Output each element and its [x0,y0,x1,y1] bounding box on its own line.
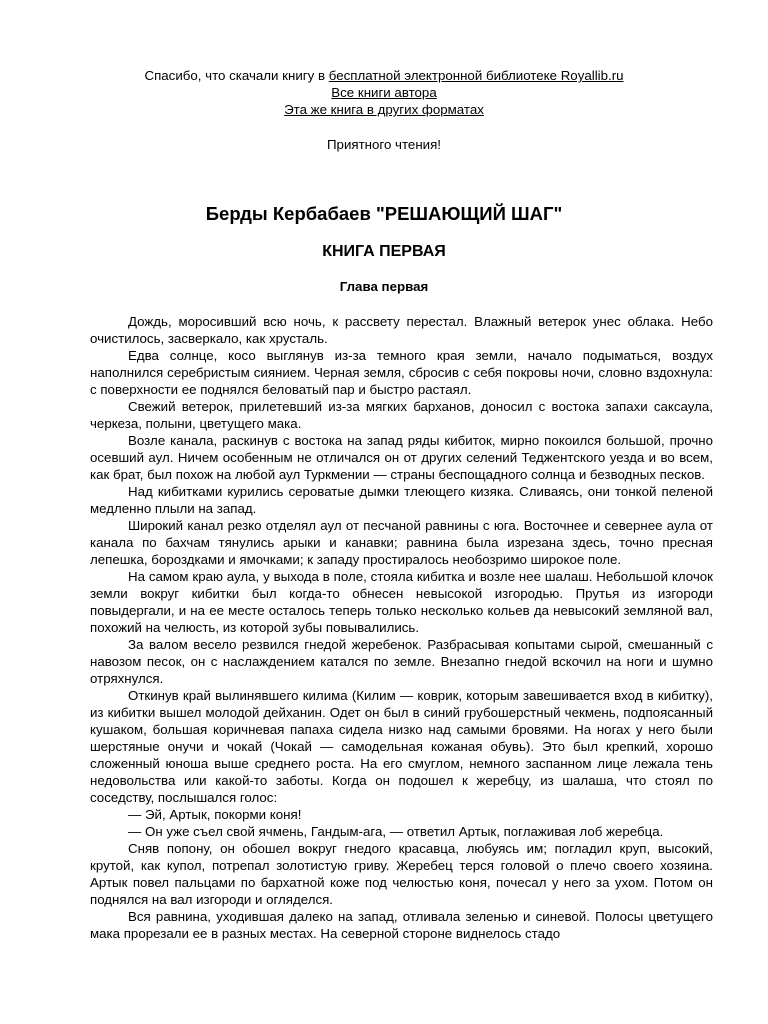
author-books-line [0,84,768,101]
dialogue-line: — Он уже съел свой ячмень, Гандым-ага, — ответил Артык, поглаживая лоб жеребца. [128,824,664,839]
paragraph: Широкий канал резко отделял аул от песчаной равнины с юга. Восточнее и севернее аула от канала по бахчам тянулись арыки и канавки; равнина была изрезана здесь, точно пресная лепешка, бороздками и ямочками; к западу простиралось необозримо широкое поле. [90,518,713,567]
paragraph: На самом краю аула, у выхода в поле, стояла кибитка и возле нее шалаш. Небольшой клочок земли вокруг кибитки был когда-то обнесен невысокой изгородью. Прутья из изгороди повыдергали, и на ее месте осталось теперь только несколько кольев да невысокий земляной вал, похожий на челюсть, из которой зубы повывалились. [90,569,713,635]
paragraph: Вся равнина, уходившая далеко на запад, отливала зеленью и синевой. Полосы цветущего мака прорезали ее в разных местах. На северной стороне виднелось стадо [90,909,713,941]
greeting-text: Приятного чтения! [327,137,441,152]
paragraph: Сняв попону, он обошел вокруг гнедого красавца, любуясь им; погладил круп, высокий, крутой, как купол, потрепал золотистую гриву. Жеребец терся головой о плечо своего хозяина. Артык повел пальцами по бархатной коже под челюстью коня, почесал у него за ухом. Потом он поднялся на вал изгороди и огляделся. [90,841,713,907]
book-title: Берды Кербабаев "РЕШАЮЩИЙ ШАГ" [205,203,563,224]
part-title: КНИГА ПЕРВАЯ [322,243,446,260]
thanks-line [0,67,768,84]
author-books-link[interactable]: Все книги автора [331,85,437,100]
thanks-text: Спасибо, что скачали книгу в [144,68,329,83]
other-formats-line [0,101,768,118]
library-link[interactable]: бесплатной электронной библиотеке Royallib.ru [328,68,624,83]
paragraph: Дождь, моросивший всю ночь, к рассвету перестал. Влажный ветерок унес облака. Небо очистилось, засверкало, как хрусталь. [90,314,713,346]
paragraph: Над кибитками курились сероватые дымки тлеющего кизяка. Сливаясь, они тонкой пеленой медленно плыли на запад. [90,484,713,516]
chapter-title: Глава первая [339,279,429,294]
other-formats-link[interactable]: Эта же книга в других форматах [284,102,484,117]
download-notice [0,67,768,118]
dialogue-line: — Эй, Артык, покорми коня! [128,807,302,822]
paragraph: Возле канала, раскинув с востока на запад ряды кибиток, мирно покоился большой, прочно осевший аул. Ничем особенным не отличался он от других селений Теджентского уезда и во всем, как брат, был похож на любой аул Туркмении — страны беспощадного солнца и безводных песков. [90,433,713,482]
paragraph: За валом весело резвился гнедой жеребенок. Разбрасывая копытами сырой, смешанный с навозом песок, он с наслаждением катался по земле. Внезапно гнедой вскочил на ноги и шумно отряхнулся. [90,637,713,686]
chapter-body [90,313,713,942]
paragraph: Едва солнце, косо выглянув из-за темного края земли, начало подыматься, воздух наполнился серебристым сиянием. Черная земля, сбросив с себя покровы ночи, словно вздохнула: с поверхности ее поднялся беловатый пар и быстро растаял. [90,348,713,397]
paragraph: Свежий ветерок, прилетевший из-за мягких барханов, доносил с востока запахи саксаула, черкеза, полыни, цветущего мака. [90,399,713,431]
paragraph: Откинув край вылинявшего килима (Килим — коврик, которым завешивается вход в кибитку), из кибитки вышел молодой дейханин. Одет он был в синий грубошерстный чекмень, подпоясанный кушаком, большая коричневая папаха сидела низко над самыми бровями. На ногах у него были шерстяные онучи и чокай (Чокай — самодельная кожаная обувь). Это был крепкий, хорошо сложенный юноша выше среднего роста. На его смуглом, немного заспанном лице лежала тень недовольства или какой-то заботы. Когда он подошел к жеребцу, из шалаша, что стоял по соседству, послышался голос: [90,688,713,805]
